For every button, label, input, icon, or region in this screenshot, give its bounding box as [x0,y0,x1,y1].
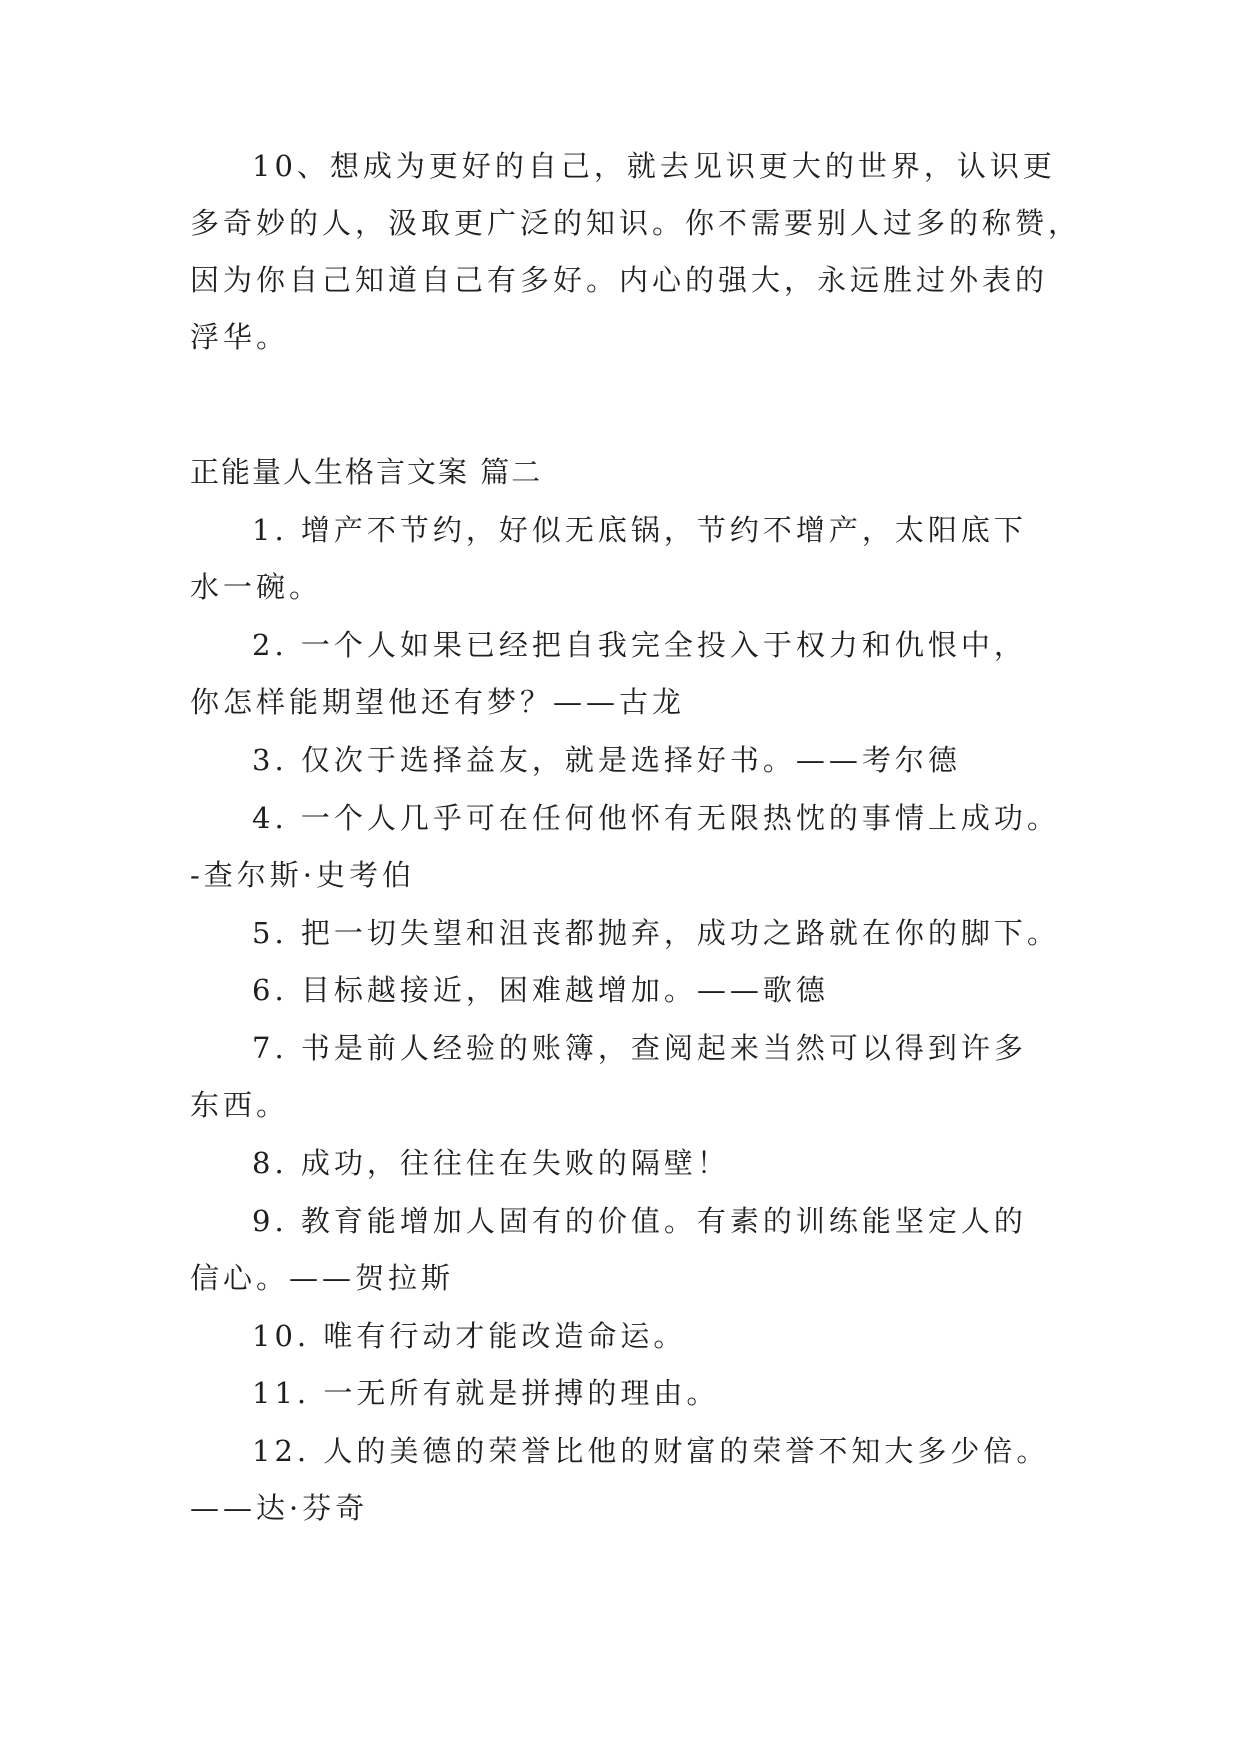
quote-10-line-1: 10. 唯有行动才能改造命运。 [252,1319,687,1353]
quote-7-line-2: 东西。 [190,1088,290,1122]
quote-1-line-1: 1. 增产不节约，好似无底锅，节约不增产，太阳底下 [252,513,1027,547]
quote-3-line-1: 3. 仅次于选择益友，就是选择好书。——考尔德 [252,743,961,777]
intro-paragraph-line-1: 10、想成为更好的自己，就去见识更大的世界，认识更 [252,149,1056,183]
quote-11-line-1: 11. 一无所有就是拼搏的理由。 [252,1376,720,1410]
section-heading: 正能量人生格言文案 篇二 [190,455,543,489]
quote-1-line-2: 水一碗。 [190,570,323,604]
quote-12-line-2: ——达·芬奇 [190,1491,369,1525]
intro-paragraph-line-2: 多奇妙的人，汲取更广泛的知识。你不需要别人过多的称赞， [190,206,1082,240]
quote-9-line-2: 信心。——贺拉斯 [190,1261,455,1295]
quote-6-line-1: 6. 目标越接近，困难越增加。——歌德 [252,973,829,1007]
quote-4-line-2: -查尔斯·史考伯 [190,858,416,892]
intro-paragraph-line-4: 浮华。 [190,320,290,354]
quote-2-line-1: 2. 一个人如果已经把自我完全投入于权力和仇恨中， [252,628,1027,662]
quote-12-line-1: 12. 人的美德的荣誉比他的财富的荣誉不知大多少倍。 [252,1434,1050,1468]
quote-7-line-1: 7. 书是前人经验的账簿，查阅起来当然可以得到许多 [252,1031,1027,1065]
quote-8-line-1: 8. 成功，往往住在失败的隔壁！ [252,1146,730,1180]
quote-9-line-1: 9. 教育能增加人固有的价值。有素的训练能坚定人的 [252,1204,1027,1238]
quote-4-line-1: 4. 一个人几乎可在任何他怀有无限热忱的事情上成功。 [252,801,1060,835]
intro-paragraph-line-3: 因为你自己知道自己有多好。内心的强大，永远胜过外表的 [190,263,1049,297]
quote-5-line-1: 5. 把一切失望和沮丧都抛弃，成功之路就在你的脚下。 [252,916,1060,950]
quote-2-line-2: 你怎样能期望他还有梦？——古龙 [190,685,686,719]
